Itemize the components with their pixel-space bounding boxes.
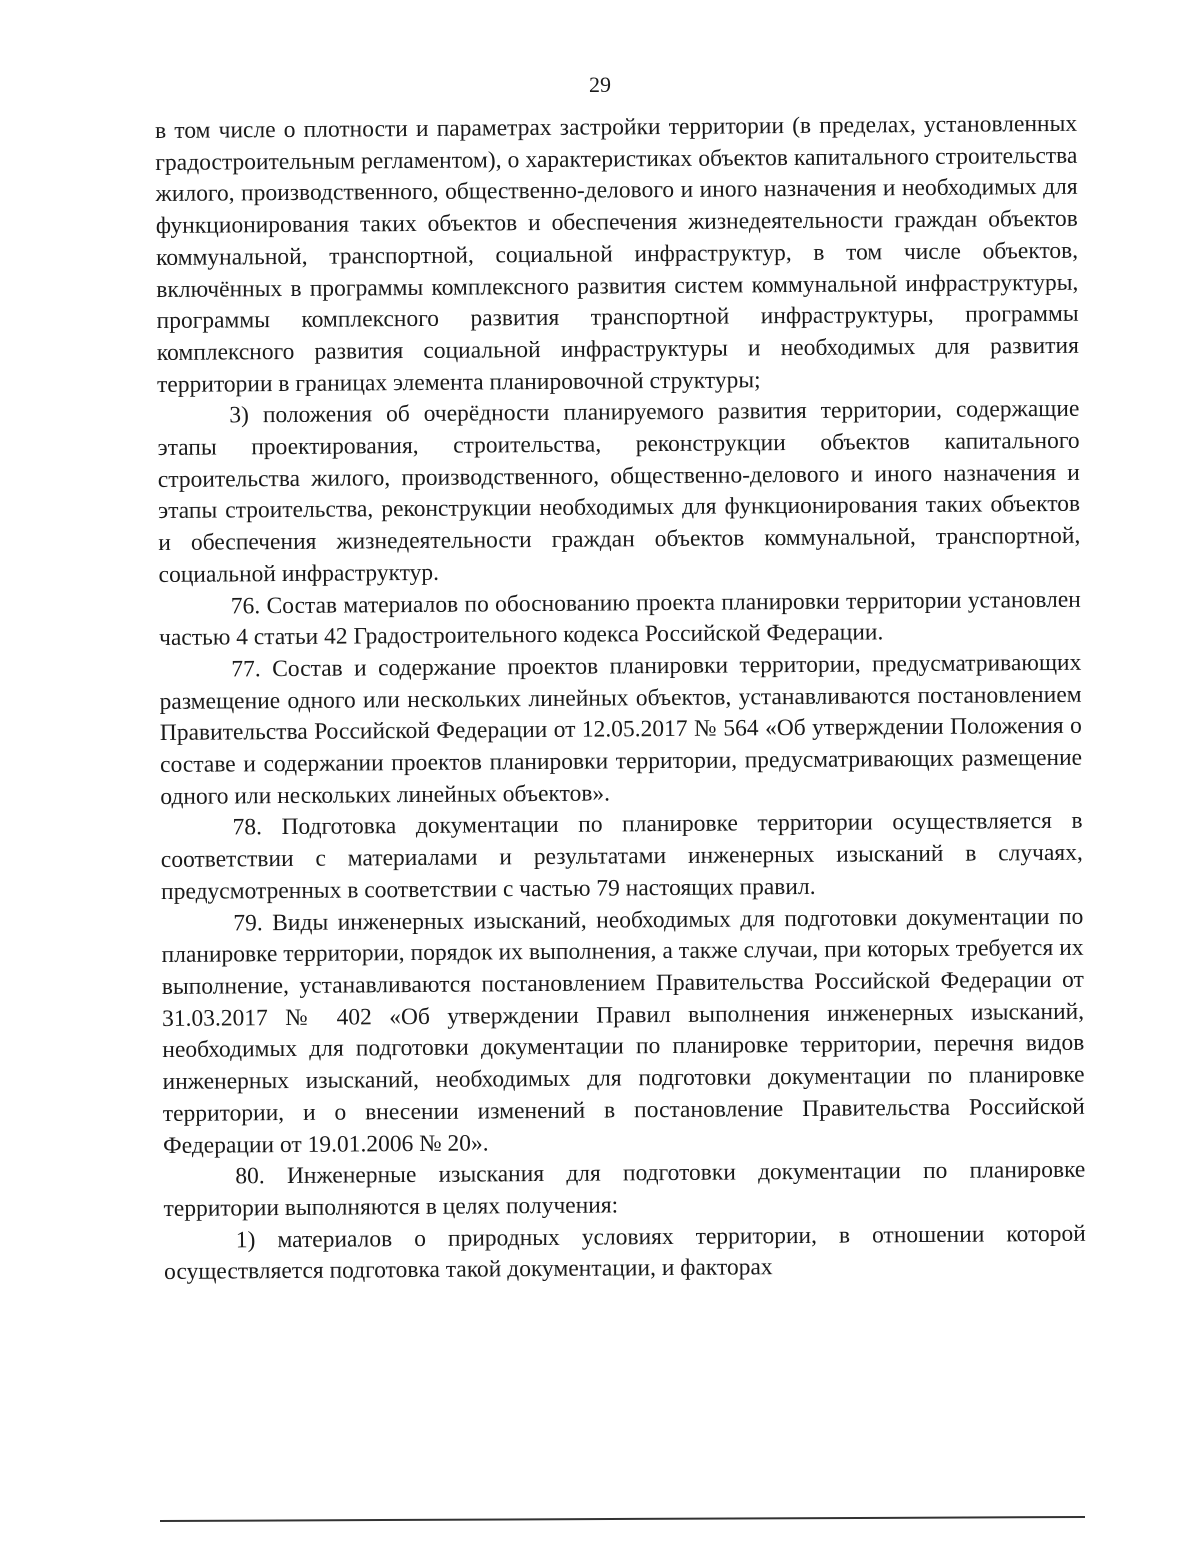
- document-body: [155, 109, 1086, 1289]
- paragraph: 76. Состав материалов по обоснованию проекта планировки территории установлен частью 4 статьи 42 Градостроительного кодекса Российской Федерации.: [158, 586, 1081, 652]
- paragraph: 77. Состав и содержание проектов планировки территории, предусматривающих размещение одного или нескольких линейных объектов, устанавливаются постановлением Правительства Российской Федерации от 12.05.2017 № 564 «Об утверждении Положения о составе и содержании проектов планировки территории, предусматривающих размещение одного или нескольких линейных объектов».: [159, 649, 1083, 810]
- page-number: 29: [589, 72, 611, 97]
- paragraph: 78. Подготовка документации по планировке территории осуществляется в соответствии с материалами и результатами инженерных изысканий в случаях, предусмотренных в соответствии с частью 79 настоящих правил.: [160, 808, 1083, 905]
- paragraph: 1) материалов о природных условиях территории, в отношении которой осуществляется подготовка такой документации, и факторах: [163, 1220, 1086, 1286]
- paragraph: в том числе о плотности и параметрах застройки территории (в пределах, установленных градостроительным регламентом), о характеристиках объектов капитального строительства жилого, производственного, общественно-делового и иного назначения и необходимых для функционирования таких объектов и обеспечения жизнедеятельности граждан объектов коммунальной, транспортной, социальной инфраструктур, в том числе объектов, включённых в программы комплексного развития систем коммунальной инфраструктуры, программы комплексного развития транспортной инфраструктуры, программы комплексного развития социальной инфраструктуры и необходимых для развития территории в границах элемента планировочной структуры;: [155, 110, 1079, 398]
- footer-divider: [160, 1516, 1085, 1522]
- paragraph: 80. Инженерные изыскания для подготовки документации по планировке территории выполняются в целях получения:: [163, 1156, 1086, 1222]
- paragraph: 79. Виды инженерных изысканий, необходимых для подготовки документации по планировке территории, порядок их выполнения, а также случаи, при которых требуется их выполнение, устанавливаются постановлением Правительства Российской Федерации от 31.03.2017 № 402 «Об утверждении Правил выполнения инженерных изысканий, необходимых для подготовки документации по планировке территории, перечня видов инженерных изысканий, необходимых для подготовки документации по планировке территории, и о внесении изменений в постановление Правительства Российской Федерации от 19.01.2006 № 20».: [161, 903, 1085, 1159]
- paragraph: 3) положения об очерёдности планируемого развития территории, содержащие этапы проектирования, строительства, реконструкции объектов капитального строительства жилого, производственного, общественно-делового и иного назначения и этапы строительства, реконструкции необходимых для функционирования таких объектов и обеспечения жизнедеятельности граждан объектов коммунальной, транспортной, социальной инфраструктур.: [157, 396, 1081, 588]
